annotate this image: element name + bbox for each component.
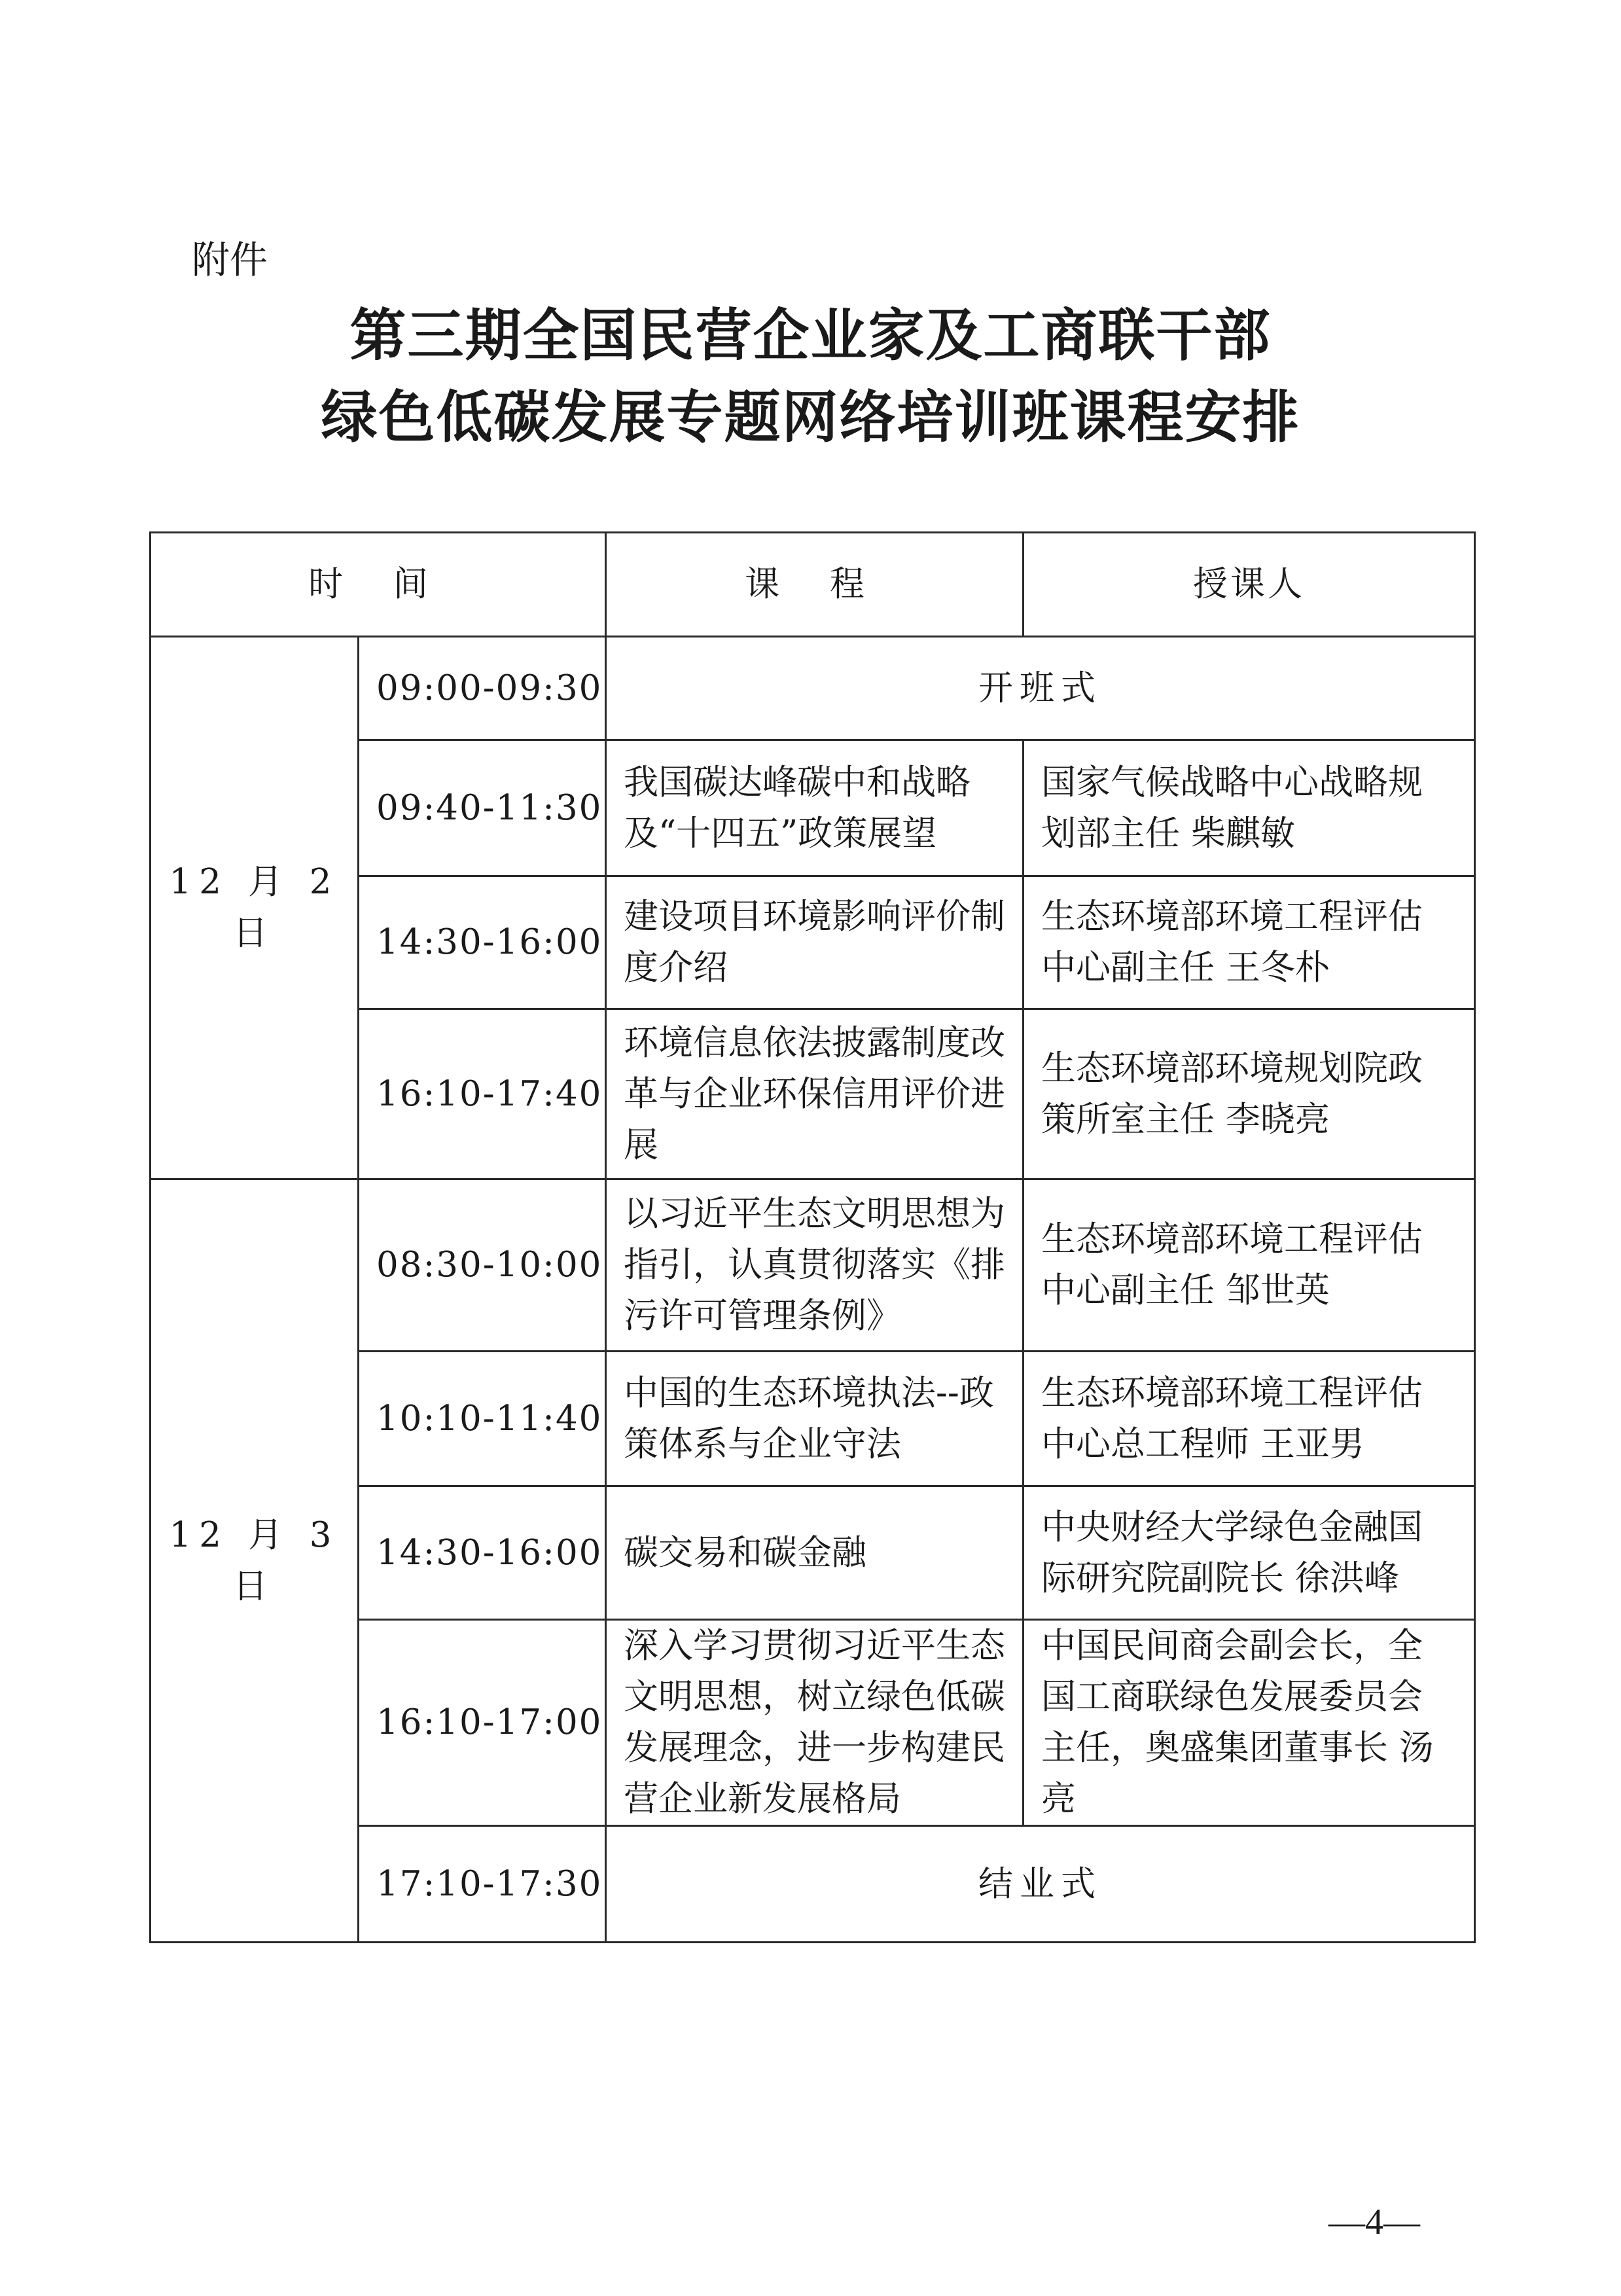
- course-cell: 我国碳达峰碳中和战略及“十四五”政策展望: [606, 740, 1024, 876]
- lecturer-cell: 生态环境部环境工程评估中心副主任 邹世英: [1024, 1179, 1475, 1352]
- time-cell: 08:30-10:00: [359, 1179, 606, 1352]
- header-course: 课 程: [606, 533, 1024, 637]
- document-title-line-1: 第三期全国民营企业家及工商联干部: [349, 303, 1272, 368]
- course-cell: 环境信息依法披露制度改革与企业环保信用评价进展: [606, 1009, 1024, 1179]
- date-cell: 12 月 2 日: [151, 637, 359, 1179]
- lecturer-cell: 生态环境部环境工程评估中心副主任 王冬朴: [1024, 876, 1475, 1009]
- header-lecturer: 授课人: [1024, 533, 1475, 637]
- lecturer-cell: 国家气候战略中心战略规划部主任 柴麒敏: [1024, 740, 1475, 876]
- course-cell: 中国的生态环境执法--政策体系与企业守法: [606, 1352, 1024, 1486]
- time-cell: 14:30-16:00: [359, 876, 606, 1009]
- time-cell: 10:10-11:40: [359, 1352, 606, 1486]
- course-cell: 深入学习贯彻习近平生态文明思想，树立绿色低碳发展理念，进一步构建民营企业新发展格局: [606, 1620, 1024, 1826]
- time-cell: 14:30-16:00: [359, 1486, 606, 1620]
- document-title-line-2: 绿色低碳发展专题网络培训班课程安排: [321, 385, 1300, 450]
- course-cell: 建设项目环境影响评价制度介绍: [606, 876, 1024, 1009]
- date-cell: 12 月 3 日: [151, 1179, 359, 1943]
- time-cell: 09:00-09:30: [359, 637, 606, 740]
- lecturer-cell: 生态环境部环境规划院政策所室主任 李晓亮: [1024, 1009, 1475, 1179]
- time-cell: 16:10-17:00: [359, 1620, 606, 1826]
- course-cell: 以习近平生态文明思想为指引，认真贯彻落实《排污许可管理条例》: [606, 1179, 1024, 1352]
- page-number: —4—: [1328, 2202, 1420, 2242]
- time-cell: 09:40-11:30: [359, 740, 606, 876]
- lecturer-cell: 中央财经大学绿色金融国际研究院副院长 徐洪峰: [1024, 1486, 1475, 1620]
- lecturer-cell: 中国民间商会副会长，全国工商联绿色发展委员会主任，奥盛集团董事长 汤亮: [1024, 1620, 1475, 1826]
- table-row: [151, 1179, 1475, 1352]
- table-header-row: [151, 533, 1475, 637]
- table-row: [151, 637, 1475, 740]
- course-schedule-table: [149, 531, 1476, 1943]
- header-time: 时 间: [151, 533, 606, 637]
- lecturer-cell: 生态环境部环境工程评估中心总工程师 王亚男: [1024, 1352, 1475, 1486]
- course-cell: 碳交易和碳金融: [606, 1486, 1024, 1620]
- time-cell: 17:10-17:30: [359, 1826, 606, 1943]
- ceremony-cell: 开班式: [606, 637, 1475, 740]
- ceremony-cell: 结业式: [606, 1826, 1475, 1943]
- time-cell: 16:10-17:40: [359, 1009, 606, 1179]
- attachment-label: 附件: [192, 238, 268, 282]
